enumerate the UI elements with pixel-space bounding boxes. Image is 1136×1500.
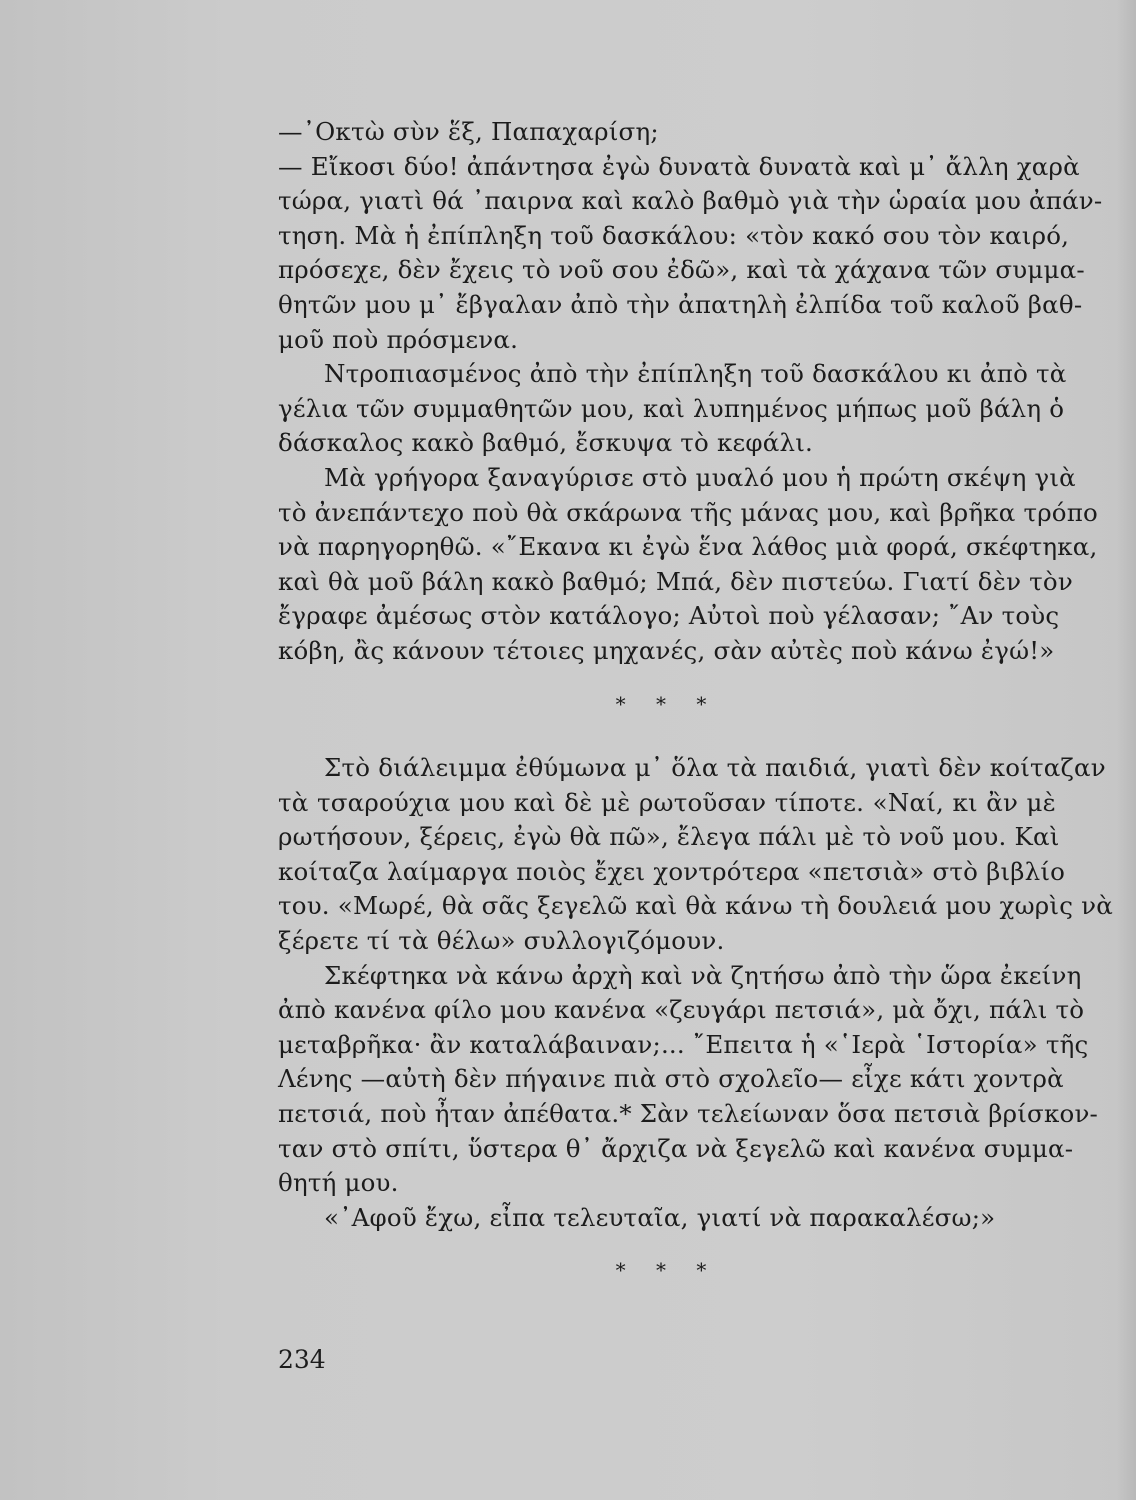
page-text bbox=[278, 115, 1113, 1288]
text-line: θητή μου. bbox=[278, 1168, 399, 1198]
text-line: καὶ θὰ μοῦ βάλη κακὸ βαθμό; Μπά, δὲν πιστεύω. Γιατί δὲν τὸν bbox=[278, 566, 1073, 596]
text-line: δάσκαλος κακὸ βαθμό, ἔσκυψα τὸ κεφάλι. bbox=[278, 428, 814, 458]
text-line: του. «Μωρέ, θὰ σᾶς ξεγελῶ καὶ θὰ κάνω τὴ δουλειά μου χωρὶς νὰ bbox=[278, 891, 1113, 921]
text-line: μοῦ ποὺ πρόσμενα. bbox=[278, 324, 519, 354]
text-line: Λένης —αὐτὴ δὲν πήγαινε πιὰ στὸ σχολεῖο— εἶχε κάτι χοντρὰ bbox=[278, 1064, 1064, 1094]
text-line: —᾿Οκτὼ σὺν ἕξ, Παπαχαρίση; bbox=[278, 117, 659, 146]
text-line: — Εἴκοσι δύο! ἀπάντησα ἐγὼ δυνατὰ δυνατὰ καὶ μ᾿ ἄλλη χαρὰ bbox=[278, 151, 1080, 181]
text-line: τὰ τσαρούχια μου καὶ δὲ μὲ ρωτοῦσαν τίποτε. «Ναί, κι ἂν μὲ bbox=[278, 787, 1056, 817]
text-line: τὸ ἀνεπάντεχο ποὺ θὰ σκάρωνα τῆς μάνας μου, καὶ βρῆκα τρόπο bbox=[278, 497, 1099, 527]
section-separator: * * * bbox=[615, 1258, 719, 1283]
text-line: μεταβρῆκα· ἂν καταλάβαιναν;... ῎Επειτα ἡ «῾Ιερὰ ῾Ιστορία» τῆς bbox=[278, 1029, 1089, 1059]
text-line: ἀπὸ κανένα φίλο μου κανένα «ζευγάρι πετσιά», μὰ ὄχι, πάλι τὸ bbox=[278, 995, 1085, 1025]
text-line: Μὰ γρήγορα ξαναγύρισε στὸ μυαλό μου ἡ πρώτη σκέψη γιὰ bbox=[324, 462, 1076, 492]
text-line: ρωτήσουν, ξέρεις, ἐγὼ θὰ πῶ», ἔλεγα πάλι μὲ τὸ νοῦ μου. Καὶ bbox=[278, 822, 1060, 852]
page-number: 234 bbox=[278, 1345, 326, 1374]
text-line: γέλια τῶν συμμαθητῶν μου, καὶ λυπημένος μήπως μοῦ βάλη ὁ bbox=[278, 393, 1065, 423]
text-line: πετσιά, ποὺ ἦταν ἀπέθατα.* Σὰν τελείωναν ὅσα πετσιὰ βρίσκον- bbox=[278, 1099, 1099, 1129]
text-line: Σκέφτηκα νὰ κάνω ἀρχὴ καὶ νὰ ζητήσω ἀπὸ τὴν ὥρα ἐκείνη bbox=[324, 960, 1082, 990]
text-line: ταν στὸ σπίτι, ὕστερα θ᾿ ἄρχιζα νὰ ξεγελῶ καὶ κανένα συμμα- bbox=[278, 1133, 1074, 1163]
text-line: Ντροπιασμένος ἀπὸ τὴν ἐπίπληξη τοῦ δασκάλου κι ἀπὸ τὰ bbox=[324, 359, 1067, 389]
text-line: ἔγραφε ἀμέσως στὸν κατάλογο; Αὐτοὶ ποὺ γέλασαν; ῎Αν τοὺς bbox=[278, 601, 1060, 631]
text-line: τώρα, γιατὶ θά ᾿παιρνα καὶ καλὸ βαθμὸ γιὰ τὴν ὡραία μου ἀπάν- bbox=[278, 186, 1103, 216]
text-line: κοίταζα λαίμαργα ποιὸς ἔχει χοντρότερα «πετσιὰ» στὸ βιβλίο bbox=[278, 856, 1066, 886]
text-line: «᾿Αφοῦ ἔχω, εἶπα τελευταῖα, γιατί νὰ παρακαλέσω;» bbox=[324, 1202, 996, 1232]
section-separator: * * * bbox=[615, 691, 719, 716]
text-line: κόβη, ἂς κάνουν τέτοιες μηχανές, σὰν αὐτὲς ποὺ κάνω ἐγώ!» bbox=[278, 635, 1055, 665]
text-line: Στὸ διάλειμμα ἐθύμωνα μ᾿ ὅλα τὰ παιδιά, γιατὶ δὲν κοίταζαν bbox=[324, 753, 1106, 783]
text-line: νὰ παρηγορηθῶ. «῎Εκανα κι ἐγὼ ἕνα λάθος μιὰ φορά, σκέφτηκα, bbox=[278, 532, 1098, 562]
text-line: πρόσεχε, δὲν ἔχεις τὸ νοῦ σου ἐδῶ», καὶ τὰ χάχανα τῶν συμμα- bbox=[278, 255, 1085, 285]
text-line: ξέρετε τί τὰ θέλω» συλλογιζόμουν. bbox=[278, 926, 725, 956]
text-line: τηση. Μὰ ἡ ἐπίπληξη τοῦ δασκάλου: «τὸν κακό σου τὸν καιρό, bbox=[278, 220, 1070, 250]
page-edge-shadow bbox=[1116, 0, 1136, 1500]
text-line: θητῶν μου μ᾿ ἔβγαλαν ἀπὸ τὴν ἀπατηλὴ ἐλπίδα τοῦ καλοῦ βαθ- bbox=[278, 289, 1083, 319]
